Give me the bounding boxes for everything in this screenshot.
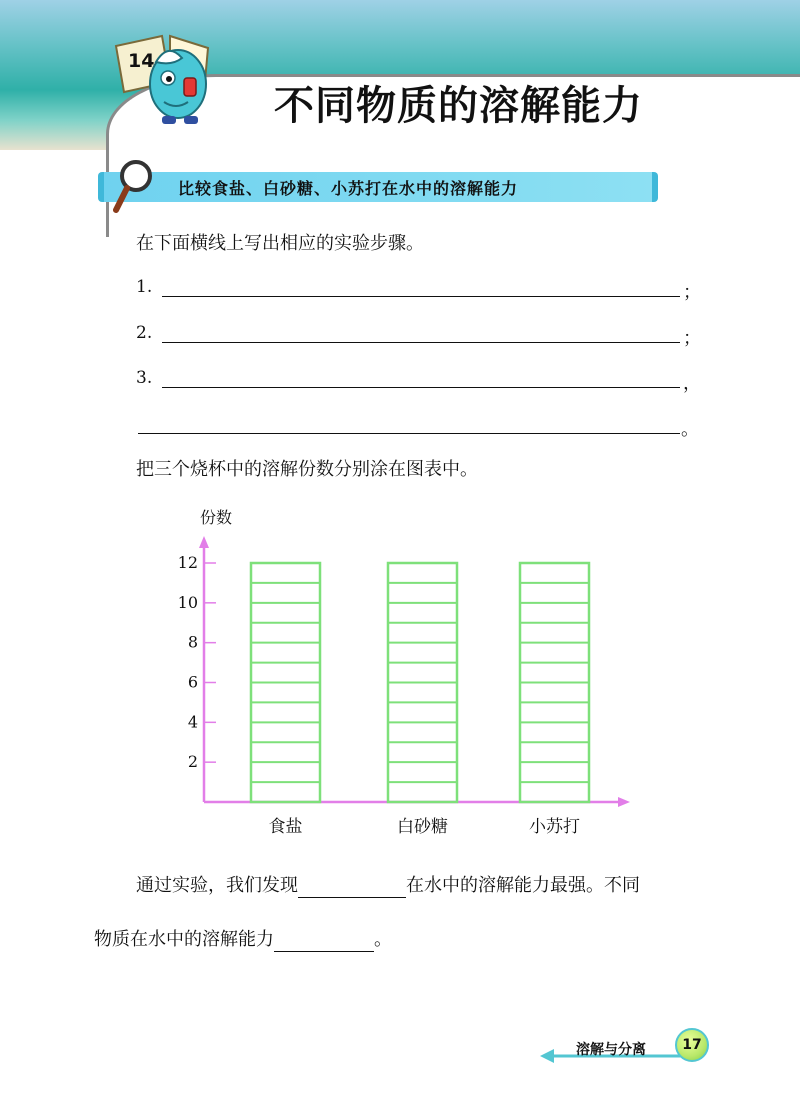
conclusion-text-part2: 在水中的溶解能力最强。不同	[406, 875, 640, 896]
conclusion-line-2	[94, 928, 392, 952]
step-number-1: 1.	[136, 277, 153, 297]
x-category-label: 小苏打	[529, 817, 580, 837]
step-number-3: 3.	[136, 368, 153, 388]
x-category-label: 白砂糖	[397, 817, 448, 837]
step-2-punctuation: ；	[683, 328, 701, 349]
y-tick-label: 2	[187, 752, 198, 772]
strongest-substance-blank[interactable]	[298, 877, 406, 898]
chart-prompt-text: 把三个烧杯中的溶解份数分别涂在图表中。	[136, 459, 478, 480]
x-category-label: 食盐	[268, 817, 303, 837]
x-axis-arrow	[618, 797, 630, 807]
conclusion-text-part4: 。	[374, 929, 392, 950]
page-title: 不同物质的溶解能力	[274, 83, 643, 129]
solubility-conclusion-blank[interactable]	[274, 931, 374, 952]
step-3-punctuation: ，	[683, 373, 701, 394]
y-tick-label: 6	[187, 672, 198, 692]
page-number: 17	[675, 1028, 709, 1062]
y-tick-label: 8	[187, 632, 198, 652]
step-1-punctuation: ；	[683, 282, 701, 303]
y-tick-label: 4	[187, 712, 198, 732]
conclusion-line-1	[136, 874, 640, 898]
y-tick-label: 12	[177, 553, 198, 572]
section-title: 比较食盐、白砂糖、小苏打在水中的溶解能力	[178, 179, 519, 198]
y-tick-label: 10	[177, 592, 198, 612]
step-number-2: 2.	[136, 323, 153, 343]
instruction-text: 在下面横线上写出相应的实验步骤。	[136, 233, 424, 254]
conclusion-text-part1: 通过实验，我们发现	[136, 875, 298, 896]
unit-title: 溶解与分离	[576, 1042, 646, 1058]
y-axis-label: 份数	[200, 508, 233, 527]
y-axis-arrow	[199, 536, 209, 548]
conclusion-text-part3: 物质在水中的溶解能力	[94, 929, 274, 950]
continuation-punctuation: 。	[681, 419, 699, 440]
lesson-number: 14	[128, 50, 155, 72]
